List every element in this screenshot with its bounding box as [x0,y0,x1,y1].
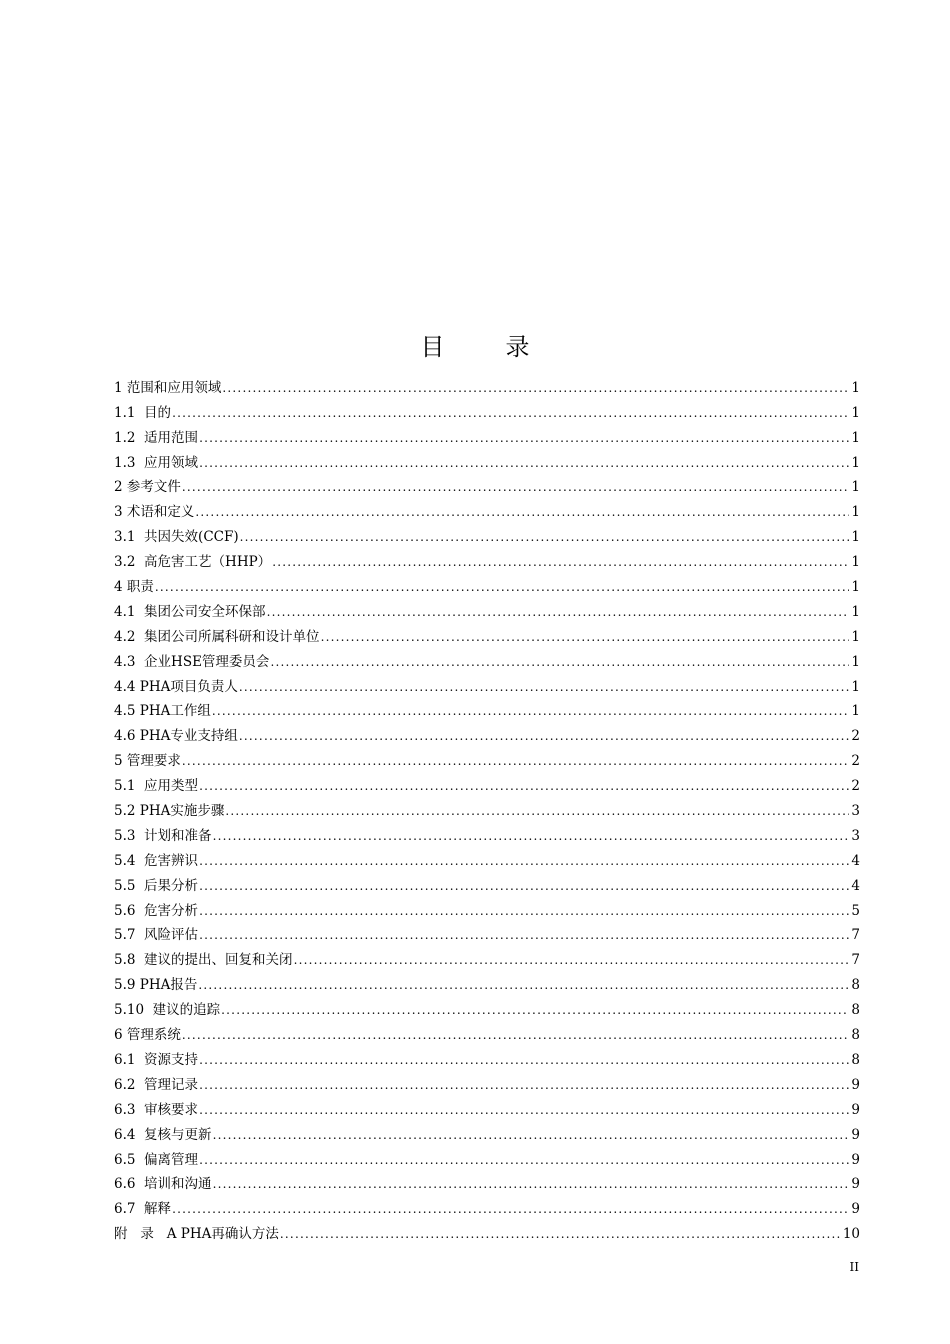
toc-entry-label: 4.4 PHA项目负责人 [114,678,238,695]
toc-entry-page: 1 [851,703,860,720]
toc-dot-leader [240,528,850,546]
toc-entry[interactable] [114,671,860,696]
toc-entry-page: 1 [851,579,860,596]
toc-dot-leader [321,628,850,646]
toc-entry-label: 6.1 资源支持 [114,1051,199,1068]
toc-entry-label: 6.4 复核与更新 [114,1126,212,1143]
toc-entry[interactable] [114,422,860,447]
toc-dot-leader [199,777,849,795]
toc-dot-leader [172,404,849,422]
toc-entry-label: 6.3 审核要求 [114,1101,199,1118]
toc-dot-leader [239,727,850,745]
toc-entry-page: 4 [851,852,860,869]
toc-entry-page: 2 [851,753,860,770]
toc-entry-label: 5.7 风险评估 [114,927,199,944]
toc-dot-leader [199,429,849,447]
toc-entry-label: 4.5 PHA工作组 [114,703,211,720]
toc-dot-leader [199,1151,849,1169]
toc-dot-leader [199,454,849,472]
toc-entry[interactable] [114,621,860,646]
toc-entry-label: 6.7 解释 [114,1201,172,1218]
toc-entry-label: 5.1 应用类型 [114,778,199,795]
toc-entry-label: 4.6 PHA专业支持组 [114,728,238,745]
toc-entry[interactable] [114,1218,860,1243]
toc-dot-leader [225,802,849,820]
toc-dot-leader [182,1026,850,1044]
toc-entry-page: 2 [851,778,860,795]
toc-dot-leader [280,1225,841,1243]
table-of-contents [114,372,860,1243]
toc-dot-leader [199,1051,849,1069]
toc-entry-page: 3 [851,803,860,820]
toc-dot-leader [198,976,849,994]
toc-dot-leader [195,503,849,521]
toc-dot-leader [199,877,849,895]
toc-entry-page: 5 [851,902,860,919]
toc-entry-label: 1 范围和应用领域 [114,379,222,396]
toc-entry-page: 9 [851,1126,860,1143]
toc-dot-leader [272,553,849,571]
toc-entry-label: 1.1 目的 [114,404,172,421]
toc-entry[interactable] [114,472,860,497]
toc-dot-leader [199,1101,849,1119]
toc-entry-page: 2 [851,728,860,745]
toc-entry-page: 1 [851,404,860,421]
toc-entry-label: 5.8 建议的提出、回复和关闭 [114,952,293,969]
toc-dot-leader [213,1175,850,1193]
toc-entry-page: 8 [851,1051,860,1068]
toc-entry[interactable] [114,571,860,596]
toc-dot-leader [182,752,850,770]
toc-entry-label: 附 录 A PHA再确认方法 [114,1226,279,1243]
toc-entry-label: 4.1 集团公司安全环保部 [114,603,266,620]
toc-entry-label: 6 管理系统 [114,1027,181,1044]
toc-entry-label: 4 职责 [114,579,154,596]
toc-entry[interactable] [114,969,860,994]
toc-entry-label: 3 术语和定义 [114,504,195,521]
toc-entry-label: 5.3 计划和准备 [114,827,212,844]
toc-entry-page: 1 [851,529,860,546]
toc-title: 目 录 [420,333,530,361]
toc-entry-label: 5.10 建议的追踪 [114,1002,221,1019]
toc-entry[interactable] [114,845,860,870]
toc-entry[interactable] [114,820,860,845]
toc-entry-page: 9 [851,1076,860,1093]
toc-entry[interactable] [114,596,860,621]
toc-entry-label: 6.5 偏离管理 [114,1151,199,1168]
toc-entry-label: 6.2 管理记录 [114,1076,199,1093]
toc-entry-page: 9 [851,1201,860,1218]
toc-entry-page: 1 [851,429,860,446]
toc-entry-page: 1 [851,454,860,471]
toc-dot-leader [239,678,850,696]
toc-entry[interactable] [114,546,860,571]
toc-entry-page: 9 [851,1151,860,1168]
toc-entry[interactable] [114,994,860,1019]
toc-entry[interactable] [114,646,860,671]
toc-entry-label: 4.3 企业HSE管理委员会 [114,653,270,670]
toc-entry-page: 1 [851,653,860,670]
toc-entry-page: 4 [851,877,860,894]
toc-entry[interactable] [114,1169,860,1194]
toc-entry-page: 1 [851,678,860,695]
toc-entry-label: 5.5 后果分析 [114,877,199,894]
toc-entry[interactable] [114,521,860,546]
toc-entry-page: 8 [851,1027,860,1044]
toc-entry[interactable] [114,447,860,472]
toc-entry[interactable] [114,1069,860,1094]
toc-entry-page: 3 [851,827,860,844]
toc-entry[interactable] [114,1193,860,1218]
toc-dot-leader [270,653,849,671]
toc-dot-leader [221,1001,849,1019]
toc-entry[interactable] [114,895,860,920]
toc-entry-label: 3.2 高危害工艺（HHP） [114,554,272,571]
toc-entry-label: 6.6 培训和沟通 [114,1176,212,1193]
toc-entry[interactable] [114,770,860,795]
toc-entry-page: 1 [851,554,860,571]
toc-entry-page: 1 [851,479,860,496]
toc-entry-page: 1 [851,379,860,396]
toc-entry[interactable] [114,397,860,422]
toc-entry-page: 1 [851,628,860,645]
toc-dot-leader [199,926,849,944]
toc-dot-leader [213,1126,850,1144]
toc-entry-page: 9 [851,1176,860,1193]
toc-entry[interactable] [114,720,860,745]
toc-entry-page: 10 [842,1226,860,1243]
toc-entry-label: 5 管理要求 [114,753,181,770]
toc-dot-leader [222,379,849,397]
toc-entry-label: 5.6 危害分析 [114,902,199,919]
toc-entry[interactable] [114,920,860,945]
toc-entry-page: 8 [851,977,860,994]
toc-entry[interactable] [114,1019,860,1044]
toc-entry-page: 9 [851,1101,860,1118]
toc-dot-leader [294,951,850,969]
toc-entry-label: 5.2 PHA实施步骤 [114,803,225,820]
toc-entry[interactable] [114,496,860,521]
toc-entry-page: 7 [851,927,860,944]
toc-dot-leader [155,578,850,596]
toc-entry[interactable] [114,870,860,895]
page-number: II [849,1260,859,1274]
toc-entry[interactable] [114,745,860,770]
toc-entry-page: 1 [851,603,860,620]
toc-dot-leader [267,603,850,621]
toc-entry[interactable] [114,1094,860,1119]
toc-dot-leader [199,1076,849,1094]
toc-dot-leader [199,902,849,920]
toc-entry[interactable] [114,1044,860,1069]
toc-entry-label: 1.3 应用领域 [114,454,199,471]
toc-entry-page: 1 [851,504,860,521]
toc-entry-page: 7 [851,952,860,969]
toc-entry[interactable] [114,944,860,969]
toc-entry[interactable] [114,795,860,820]
toc-entry-label: 3.1 共因失效(CCF) [114,529,239,546]
toc-entry[interactable] [114,696,860,721]
toc-entry-label: 2 参考文件 [114,479,181,496]
toc-dot-leader [212,702,850,720]
toc-entry[interactable] [114,1144,860,1169]
toc-entry-label: 5.9 PHA报告 [114,977,198,994]
toc-entry-label: 1.2 适用范围 [114,429,199,446]
toc-dot-leader [172,1200,849,1218]
toc-entry-label: 4.2 集团公司所属科研和设计单位 [114,628,320,645]
toc-dot-leader [199,852,849,870]
toc-entry[interactable] [114,1119,860,1144]
toc-dot-leader [182,478,850,496]
toc-entry[interactable] [114,372,860,397]
toc-dot-leader [213,827,850,845]
toc-entry-page: 8 [851,1002,860,1019]
toc-entry-label: 5.4 危害辨识 [114,852,199,869]
